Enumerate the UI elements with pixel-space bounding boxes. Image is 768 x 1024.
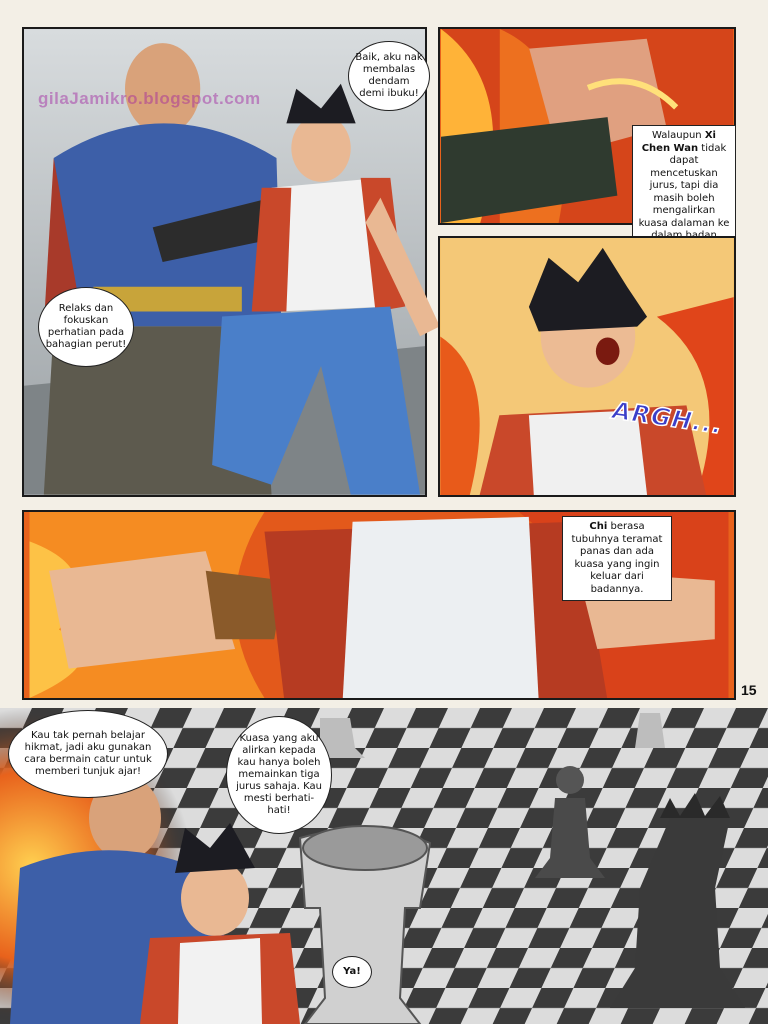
narration-caption-chi [562, 516, 672, 601]
speech-bubble-master-warning [226, 716, 332, 834]
speech-text-master-chess: Kau tak pernah belajar hikmat, jadi aku gunakan cara bermain catur untuk memberi tunjuk ajar! [24, 730, 152, 777]
panel-1 [22, 27, 427, 497]
speech-text-boy-ya: Ya! [343, 966, 361, 977]
caption-pre: Walaupun [652, 130, 702, 141]
speech-text-boy: Baik, aku nak membalas dendam demi ibuku! [355, 52, 423, 99]
caption-post-chi: berasa tubuhnya teramat panas dan ada kuasa yang ingin keluar dari badannya. [571, 521, 663, 595]
panel-2 [438, 27, 736, 229]
speech-bubble-boy [348, 41, 430, 111]
caption-post: tidak dapat mencetuskan jurus, tapi dia masih boleh mengalirkan kuasa dalaman ke [638, 142, 730, 229]
speech-bubble-boy-ya [332, 956, 372, 988]
speech-bubble-master [38, 287, 134, 367]
panel-3-art [440, 238, 734, 495]
caption-name-chi: Chi [589, 521, 608, 532]
speech-text-master: Relaks dan fokuskan perhatian pada bahagian perut! [45, 303, 127, 350]
page-number: 15 [741, 682, 757, 698]
speech-text-master-warning: Kuasa yang aku alirkan kepada kau hanya boleh memainkan tiga jurus sahaja. Kau mesti berhati-hati! [236, 733, 322, 816]
sound-effect-argh: ARGH... [610, 396, 725, 440]
panel-5 [0, 708, 768, 1024]
watermark: gilaJamikro.blogspot.com [38, 89, 261, 108]
speech-bubble-master-chess [8, 710, 168, 798]
caption-name: Xi Chen Wan [641, 130, 716, 154]
panel-4 [22, 510, 736, 700]
panel-3 [438, 236, 736, 497]
